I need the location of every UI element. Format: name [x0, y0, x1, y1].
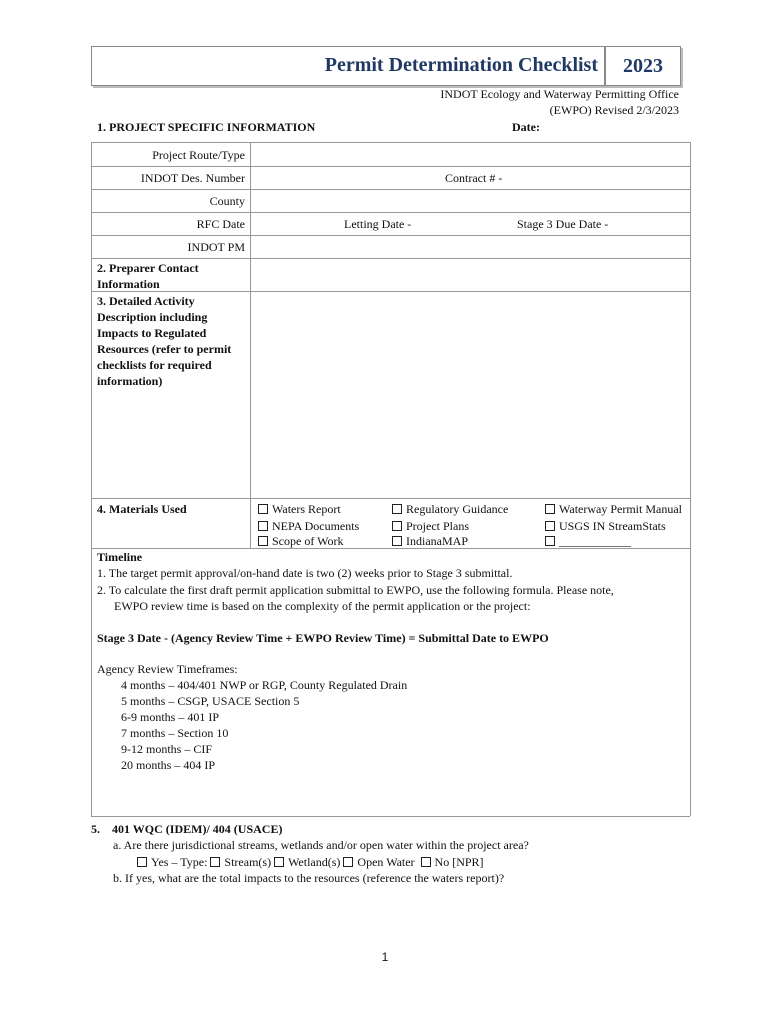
checkbox-project-plans[interactable]: Project Plans — [392, 519, 469, 534]
checkbox-usgs-streamstats[interactable]: USGS IN StreamStats — [545, 519, 666, 534]
checkbox-regulatory-guidance[interactable]: Regulatory Guidance — [392, 502, 508, 517]
question-a-options — [137, 855, 484, 870]
timeline-item-1: 1. The target permit approval/on-hand date is two (2) weeks prior to Stage 3 submittal. — [97, 566, 513, 580]
timeframe-item: 9-12 months – CIF — [121, 742, 213, 756]
checkbox-stream[interactable]: Stream(s) — [210, 855, 271, 869]
date-label: Date: — [512, 120, 540, 134]
label-rfc-date: RFC Date — [196, 217, 245, 231]
section2-label: 2. Preparer Contact Information — [97, 261, 199, 291]
timeline-heading: Timeline — [97, 550, 143, 564]
checkbox-wetland[interactable]: Wetland(s) — [274, 855, 340, 869]
section4-label: 4. Materials Used — [97, 502, 187, 516]
timeframe-item: 7 months – Section 10 — [121, 726, 229, 740]
label-des-number: INDOT Des. Number — [140, 171, 245, 185]
checkbox-scope-of-work[interactable]: Scope of Work — [258, 534, 343, 549]
checkbox-yes[interactable]: Yes – Type: — [137, 855, 207, 869]
question-b: b. If yes, what are the total impacts to the resources (reference the waters report)? — [113, 871, 505, 885]
agency-timeframes-heading: Agency Review Timeframes: — [97, 662, 238, 676]
title-box — [91, 46, 681, 86]
section5-heading: 5. 401 WQC (IDEM)/ 404 (USACE) — [91, 822, 283, 836]
checkbox-other[interactable]: ____________ — [545, 534, 631, 549]
label-contract: Contract # - — [445, 171, 503, 185]
timeframe-item: 6-9 months – 401 IP — [121, 710, 220, 724]
label-indot-pm: INDOT PM — [187, 240, 245, 254]
label-project-route: Project Route/Type — [152, 148, 245, 162]
timeline-formula: Stage 3 Date - (Agency Review Time + EWPO Review Time) = Submittal Date to EWPO — [97, 631, 549, 645]
label-stage3-due: Stage 3 Due Date - — [517, 217, 609, 231]
office-line-1: INDOT Ecology and Waterway Permitting Office — [440, 87, 679, 101]
checkbox-indianamap[interactable]: IndianaMAP — [392, 534, 468, 549]
timeframe-item: 5 months – CSGP, USACE Section 5 — [121, 694, 300, 708]
timeline-item-2a: 2. To calculate the first draft permit application submittal to EWPO, use the following formula. Please note, — [97, 583, 614, 597]
section3-label: 3. Detailed Activity Description including Impacts to Regulated Resources (refer to permit checklists for required information) — [97, 294, 232, 388]
label-letting-date: Letting Date - — [344, 217, 412, 231]
question-a: a. Are there jurisdictional streams, wetlands and/or open water within the project area? — [113, 838, 529, 852]
timeframe-item: 20 months – 404 IP — [121, 758, 216, 772]
checkbox-waters-report[interactable]: Waters Report — [258, 502, 341, 517]
page-title: Permit Determination Checklist — [324, 54, 598, 76]
label-county: County — [209, 194, 245, 208]
timeframe-item: 4 months – 404/401 NWP or RGP, County Regulated Drain — [121, 678, 408, 692]
section1-heading: 1. PROJECT SPECIFIC INFORMATION — [97, 120, 316, 134]
checkbox-waterway-permit-manual[interactable]: Waterway Permit Manual — [545, 502, 682, 517]
checkbox-no-npr[interactable]: No [NPR] — [421, 855, 484, 869]
timeline-item-2b: EWPO review time is based on the complexity of the permit application or the project: — [114, 599, 531, 613]
checkbox-nepa-documents[interactable]: NEPA Documents — [258, 519, 359, 534]
page-number: 1 — [381, 950, 389, 964]
office-line-2: (EWPO) Revised 2/3/2023 — [549, 103, 679, 117]
checkbox-open-water[interactable]: Open Water — [343, 855, 414, 869]
title-year: 2023 — [604, 47, 680, 85]
